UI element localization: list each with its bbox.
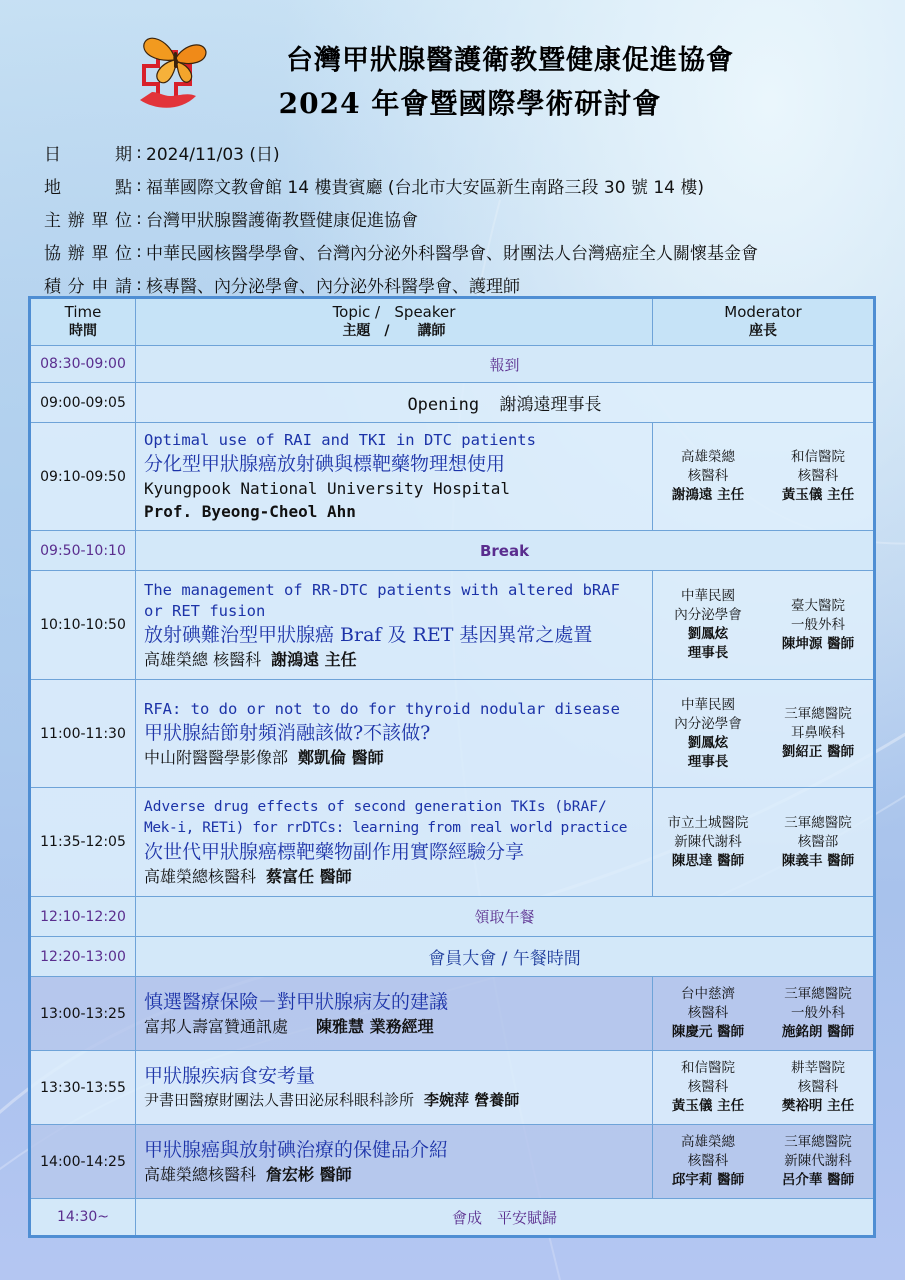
info-value: 中華民國核醫學學會、台灣內分泌外科醫學會、財團法人台灣癌症全人關懷基金會 [146, 244, 758, 264]
moderator-org: 三軍總醫院 [784, 986, 852, 1002]
moderator-org: 和信醫院 [791, 449, 845, 465]
header-time-en: Time [64, 303, 102, 321]
time-cell: 12:20-13:00 [31, 937, 136, 976]
speaker-affiliation: 高雄榮總核醫科 [144, 866, 257, 886]
moderator [653, 1133, 763, 1190]
info-row-venue [44, 169, 884, 202]
moderator [653, 587, 763, 663]
schedule-header-row [31, 299, 873, 346]
time-cell: 14:30~ [31, 1199, 136, 1235]
moderator-org: 中華民國 [681, 588, 735, 604]
speaker-name: 李婉萍 營養師 [424, 1091, 520, 1109]
moderator [653, 985, 763, 1042]
topic-title-zh: 慎選醫療保險－對甲狀腺病友的建議 [144, 991, 449, 1013]
span-cell: Opening 謝鴻遠理事長 [407, 395, 602, 415]
speaker-line [144, 1089, 519, 1112]
moderator-dept: 核醫科 [687, 1005, 729, 1021]
header-topic-en: Topic / Speaker [332, 303, 456, 321]
moderator-name: 呂介華 醫師 [781, 1172, 855, 1188]
moderator-name: 陳坤源 醫師 [781, 635, 855, 652]
moderator-dept: 核醫科 [687, 1153, 729, 1169]
moderator-title: 理事長 [687, 645, 729, 661]
moderator-name: 邱宇莉 醫師 [671, 1172, 745, 1188]
time-cell: 11:35-12:05 [31, 788, 136, 896]
speaker-name: 蔡富任 醫師 [266, 866, 352, 886]
speaker-affiliation: 高雄榮總 核醫科 [144, 649, 262, 669]
moderator [763, 1133, 873, 1190]
header-moderator-en: Moderator [724, 303, 802, 321]
header-time-zh: 時間 [69, 323, 97, 339]
topic-title-en: Adverse drug effects of second generation TKIs (bRAF/ [144, 798, 607, 815]
moderator-name: 劉鳳炫 [687, 734, 729, 751]
topic-cell [136, 571, 653, 679]
schedule-row-session [31, 423, 873, 531]
speaker-line [144, 648, 357, 671]
info-colon: : [136, 241, 142, 262]
topic-title-en: Optimal use of RAI and TKI in DTC patients [144, 431, 536, 449]
moderator-dept: 新陳代謝科 [784, 1153, 852, 1169]
info-row-co-organizer [44, 235, 884, 268]
info-value: 福華國際文教會館 14 樓貴賓廳 (台北市大安區新生南路三段 30 號 14 樓) [146, 178, 704, 198]
moderator-dept: 核醫科 [687, 468, 729, 484]
schedule-row-registration [31, 346, 873, 383]
header-topic [136, 299, 653, 345]
moderator [763, 814, 873, 871]
span-cell: 報到 [489, 355, 520, 374]
info-label: 協辦單位 [44, 244, 132, 264]
topic-title-en: The management of RR-DTC patients with altered bRAF [144, 580, 620, 599]
schedule-row-session [31, 1125, 873, 1199]
speaker-line [144, 1015, 434, 1038]
speaker-name: 鄭凱倫 醫師 [298, 747, 384, 767]
moderator-org: 臺大醫院 [791, 597, 845, 614]
time-cell: 09:50-10:10 [31, 531, 136, 570]
topic-title-zh: 放射碘難治型甲狀腺癌 Braf 及 RET 基因異常之處置 [144, 623, 593, 646]
time-cell: 14:00-14:25 [31, 1125, 136, 1198]
header-moderator-zh: 座長 [749, 323, 777, 339]
title-line-2: 2024 年會暨國際學術研討會 [278, 87, 662, 120]
moderator-name: 陳義丰 醫師 [781, 852, 855, 869]
moderator [653, 448, 763, 505]
moderator-name: 謝鴻遠 主任 [671, 487, 745, 503]
moderator-dept: 核醫部 [797, 833, 839, 850]
moderator-org: 和信醫院 [681, 1060, 735, 1076]
speaker-affiliation: Kyungpook National University Hospital [144, 479, 511, 498]
moderator [763, 705, 873, 762]
moderator-cell [653, 977, 873, 1050]
schedule-row-session [31, 788, 873, 897]
title-line-1: 台灣甲狀腺醫護衛教暨健康促進協會 [286, 45, 734, 76]
topic-title-zh: 甲狀腺疾病食安考量 [144, 1065, 316, 1087]
moderator [653, 814, 763, 871]
header [0, 28, 905, 123]
time-cell: 09:00-09:05 [31, 383, 136, 422]
moderator [653, 1059, 763, 1116]
info-value: 2024/11/03 (日) [146, 145, 280, 165]
info-label: 日 期 [44, 145, 132, 165]
schedule-row-session [31, 571, 873, 680]
schedule-row-break [31, 531, 873, 571]
moderator [763, 1059, 873, 1116]
moderator-cell [653, 680, 873, 787]
schedule-row-opening [31, 383, 873, 423]
schedule-row-member-meeting [31, 937, 873, 977]
time-cell: 09:10-09:50 [31, 423, 136, 530]
time-cell: 12:10-12:20 [31, 897, 136, 936]
moderator-dept: 內分泌學會 [674, 715, 742, 732]
topic-cell [136, 1125, 653, 1198]
info-value: 台灣甲狀腺醫護衛教暨健康促進協會 [146, 211, 418, 231]
topic-title-zh: 甲狀腺癌與放射碘治療的保健品介紹 [144, 1139, 449, 1161]
moderator-name: 陳慶元 醫師 [671, 1024, 745, 1040]
moderator [763, 448, 873, 505]
moderator-org: 三軍總醫院 [784, 1134, 852, 1150]
span-cell: 會成 平安賦歸 [451, 1208, 557, 1227]
moderator-dept: 一般外科 [791, 1005, 845, 1021]
topic-title-en-cont: Mek-i, RETi) for rrDTCs: learning from real world practice [144, 819, 628, 836]
moderator-cell [653, 788, 873, 896]
speaker-name: 詹宏彬 醫師 [266, 1165, 352, 1184]
moderator-name: 陳思達 醫師 [671, 852, 745, 869]
moderator-dept: 核醫科 [687, 1079, 729, 1095]
speaker-name: 陳雅慧 業務經理 [316, 1017, 434, 1036]
span-cell: 領取午餐 [474, 908, 535, 926]
speaker-line [144, 865, 352, 888]
moderator-cell [653, 423, 873, 530]
moderator [653, 696, 763, 772]
moderator-title: 理事長 [687, 753, 729, 770]
schedule-table [28, 296, 876, 1238]
speaker-line [144, 746, 384, 769]
header-topic-zh: 主題 / 講師 [342, 323, 446, 339]
speaker-affiliation: 高雄榮總核醫科 [144, 1165, 257, 1184]
moderator-dept: 耳鼻喉科 [791, 725, 845, 741]
moderator-org: 高雄榮總 [681, 449, 735, 465]
info-value: 核專醫、內分泌學會、內分泌外科醫學會、護理師 [146, 277, 520, 297]
moderator-org: 台中慈濟 [681, 986, 735, 1002]
moderator-dept: 新陳代謝科 [674, 833, 742, 850]
moderator-cell [653, 571, 873, 679]
topic-title-zh: 次世代甲狀腺癌標靶藥物副作用實際經驗分享 [144, 840, 525, 863]
time-cell: 08:30-09:00 [31, 346, 136, 382]
span-cell: Break [479, 541, 530, 560]
topic-cell [136, 680, 653, 787]
info-label: 積分申請 [44, 277, 132, 297]
time-cell: 13:30-13:55 [31, 1051, 136, 1124]
schedule-row-closing [31, 1199, 873, 1235]
time-cell: 10:10-10:50 [31, 571, 136, 679]
moderator-name: 施銘朗 醫師 [781, 1024, 855, 1040]
moderator-cell [653, 1125, 873, 1198]
speaker-line [144, 1163, 352, 1186]
moderator-name: 劉鳳炫 [687, 626, 729, 642]
header-moderator [653, 299, 873, 345]
info-colon: : [136, 274, 142, 295]
moderator-name: 樊裕明 主任 [781, 1098, 855, 1114]
speaker-affiliation: 尹書田醫療財團法人書田泌尿科眼科診所 [144, 1091, 415, 1109]
topic-cell [136, 788, 653, 896]
topic-title-zh: 甲狀腺結節射頻消融該做?不該做? [144, 721, 431, 744]
moderator [763, 985, 873, 1042]
moderator-dept: 核醫科 [797, 468, 839, 484]
speaker-affiliation: 富邦人壽富贊通訊處 [144, 1017, 289, 1036]
speaker-name: 謝鴻遠 主任 [271, 649, 357, 669]
moderator-org: 三軍總醫院 [784, 706, 852, 722]
info-label: 主辦單位 [44, 211, 132, 231]
info-row-organizer [44, 202, 884, 235]
event-info [44, 136, 884, 301]
moderator-name: 劉紹正 醫師 [781, 744, 855, 760]
topic-title-en: RFA: to do or not to do for thyroid nodular disease [144, 699, 620, 718]
moderator-name: 黃玉儀 主任 [671, 1098, 745, 1114]
moderator-org: 耕莘醫院 [791, 1060, 845, 1076]
speaker-name: Prof. Byeong-Cheol Ahn [144, 502, 356, 521]
moderator-org: 市立土城醫院 [667, 814, 749, 831]
schedule-row-session [31, 1051, 873, 1125]
schedule-row-session [31, 680, 873, 788]
info-colon: : [136, 208, 142, 229]
moderator-org: 高雄榮總 [681, 1134, 735, 1150]
moderator-dept: 內分泌學會 [674, 607, 742, 623]
time-cell: 11:00-11:30 [31, 680, 136, 787]
moderator-org: 中華民國 [681, 696, 735, 713]
info-colon: : [136, 142, 142, 163]
moderator-cell [653, 1051, 873, 1124]
moderator-dept: 一般外科 [791, 616, 845, 633]
topic-title-zh: 分化型甲狀腺癌放射碘與標靶藥物理想使用 [144, 453, 506, 475]
time-cell: 13:00-13:25 [31, 977, 136, 1050]
topic-title-en-cont: or RET fusion [144, 601, 266, 620]
moderator-dept: 核醫科 [797, 1079, 839, 1095]
span-cell: 會員大會 / 午餐時間 [428, 949, 581, 969]
info-label: 地 點 [44, 178, 132, 198]
info-row-date [44, 136, 884, 169]
schedule-row-lunch-pickup [31, 897, 873, 937]
moderator [763, 597, 873, 654]
topic-cell [136, 1051, 653, 1124]
info-colon: : [136, 175, 142, 196]
moderator-name: 黃玉儀 主任 [781, 487, 855, 503]
schedule-row-session [31, 977, 873, 1051]
header-time [31, 299, 136, 345]
moderator-org: 三軍總醫院 [784, 814, 852, 831]
speaker-affiliation: 中山附醫醫學影像部 [144, 747, 289, 767]
topic-cell [136, 423, 653, 530]
topic-cell [136, 977, 653, 1050]
